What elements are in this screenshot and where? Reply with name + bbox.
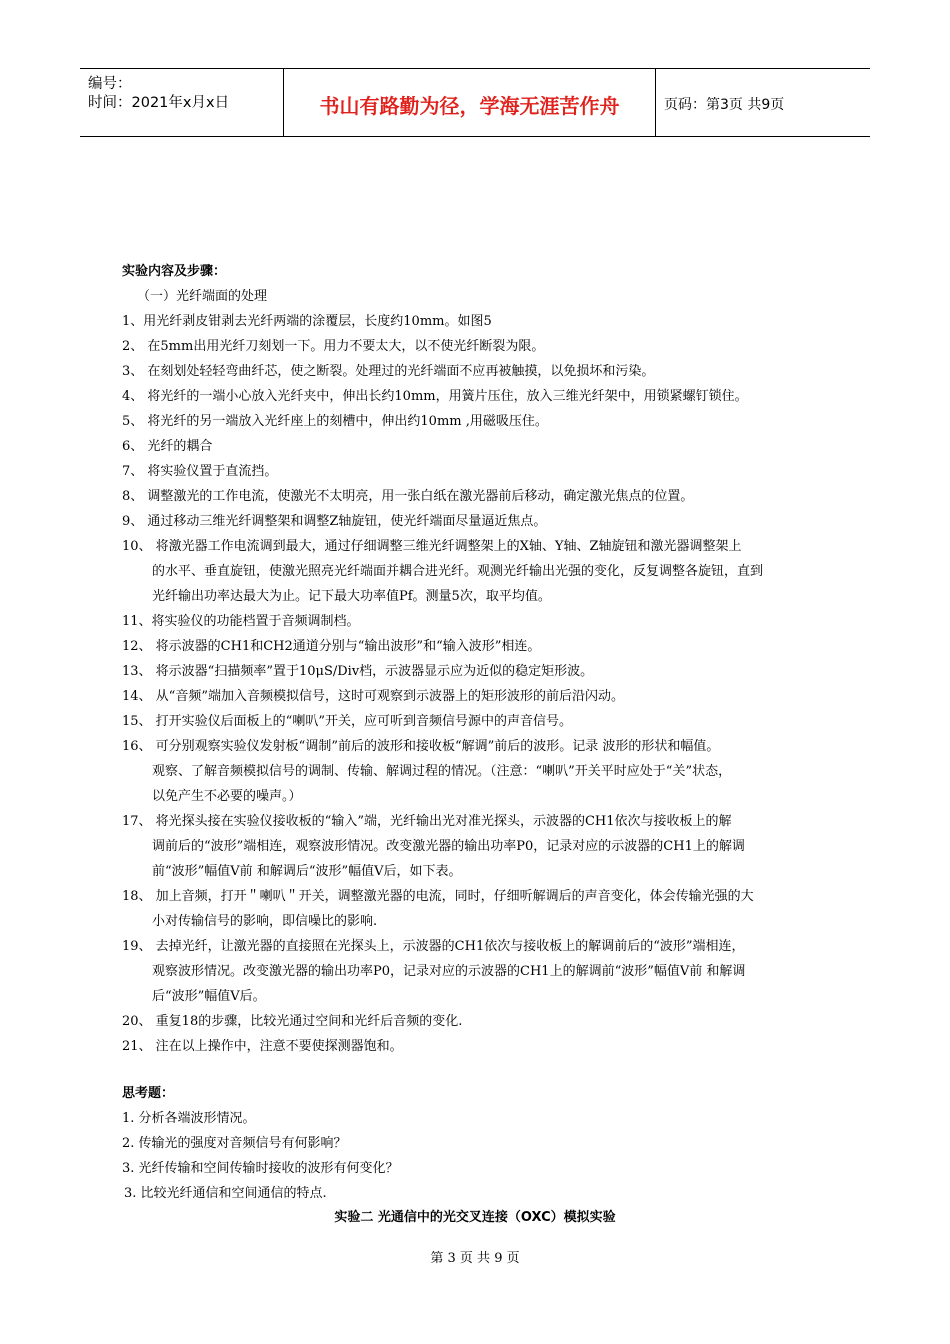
step-line: 10、 将激光器工作电流调到最大，通过仔细调整三维光纤调整架上的X轴、Y轴、Z轴旋钮和激光器调整架上 (122, 539, 742, 554)
step-line: 15、 打开实验仪后面板上的“喇叭”开关，应可听到音频信号源中的声音信号。 (122, 714, 572, 729)
step-line: 16、 可分别观察实验仪发射板“调制”前后的波形和接收板“解调”前后的波形。记录 波形的形状和幅值。 (122, 739, 720, 754)
step-line: 4、 将光纤的一端小心放入光纤夹中，伸出长约10mm，用簧片压住，放入三维光纤架中，用锁紧螺钉锁住。 (122, 389, 748, 404)
question-item: 1. 分析各端波形情况。 (122, 1111, 256, 1126)
header-left-cell (80, 69, 284, 136)
step-line: 19、 去掉光纤，让激光器的直接照在光探头上，示波器的CH1依次与接收板上的解调前后的“波形”端相连， (122, 939, 745, 954)
motto: 书山有路勤为径，学海无涯苦作舟 (319, 94, 620, 118)
step-line: 18、 加上音频，打开＂喇叭＂开关，调整激光器的电流，同时，仔细听解调后的声音变化，体会传输光强的大 (122, 889, 754, 904)
step-line: 11、将实验仪的功能档置于音频调制档。 (122, 614, 360, 629)
step-line: 17、 将光探头接在实验仪接收板的“输入”端，光纤输出光对准光探头，示波器的CH1依次与接收板上的解 (122, 814, 732, 829)
step-line: 13、 将示波器“扫描频率”置于10μS/Div档，示波器显示应为近似的稳定矩形波。 (122, 664, 594, 679)
header-motto-cell (284, 69, 656, 136)
step-line: 8、 调整激光的工作电流，使激光不太明亮，用一张白纸在激光器前后移动，确定激光焦点的位置。 (122, 489, 694, 504)
questions-title: 思考题： (122, 1086, 175, 1101)
question-item: 3. 比较光纤通信和空间通信的特点. (124, 1186, 327, 1201)
question-item: 3. 光纤传输和空间传输时接收的波形有何变化？ (122, 1161, 399, 1176)
page-info: 页码：第3页 共9页 (664, 97, 785, 113)
subsection-title: （一）光纤端面的处理 (137, 289, 268, 304)
step-line: 21、 注在以上操作中，注意不要使探测器饱和。 (122, 1039, 403, 1054)
step-line: 观察、了解音频模拟信号的调制、传输、解调过程的情况。（注意：“喇叭”开关平时应处于“关”状态， (152, 764, 732, 779)
question-item: 2. 传输光的强度对音频信号有何影响？ (122, 1136, 347, 1151)
date-line: 时间：2021年x月x日 (88, 95, 230, 111)
step-line: 1、用光纤剥皮钳剥去光纤两端的涂覆层，长度约10mm。如图5 (122, 314, 492, 329)
step-line: 前“波形”幅值V前 和解调后“波形”幅值V后，如下表。 (152, 864, 462, 879)
page-footer: 第 3 页 共 9 页 (430, 1251, 520, 1266)
step-line: 观察波形情况。改变激光器的输出功率P0，记录对应的示波器的CH1上的解调前“波形”幅值V前 和解调 (152, 964, 746, 979)
step-line: 的水平、垂直旋钮，使激光照亮光纤端面并耦合进光纤。观测光纤输出光强的变化，反复调整各旋钮，直到 (152, 564, 764, 579)
step-line: 6、 光纤的耦合 (122, 439, 213, 454)
step-line: 光纤输出功率达最大为止。记下最大功率值Pf。测量5次，取平均值。 (152, 589, 551, 604)
step-line: 5、 将光纤的另一端放入光纤座上的刻槽中，伸出约10mm ,用磁吸压住。 (122, 414, 548, 429)
step-line: 7、 将实验仪置于直流挡。 (122, 464, 278, 479)
page-header (80, 68, 870, 137)
step-line: 调前后的“波形”端相连，观察波形情况。改变激光器的输出功率P0，记录对应的示波器的CH1上的解调 (152, 839, 745, 854)
next-experiment-title: 实验二 光通信中的光交叉连接（OXC）模拟实验 (334, 1210, 616, 1225)
step-line: 后“波形”幅值V后。 (152, 989, 266, 1004)
step-line: 以免产生不必要的噪声。） (152, 789, 302, 804)
step-line: 12、 将示波器的CH1和CH2通道分别与“输出波形”和“输入波形”相连。 (122, 639, 541, 654)
step-line: 20、 重复18的步骤，比较光通过空间和光纤后音频的变化. (122, 1014, 463, 1029)
step-line: 小对传输信号的影响，即信噪比的影响. (152, 914, 378, 929)
step-line: 2、 在5mm出用光纤刀刻划一下。用力不要太大，以不使光纤断裂为限。 (122, 339, 545, 354)
step-line: 14、 从“音频”端加入音频模拟信号，这时可观察到示波器上的矩形波形的前后沿闪动。 (122, 689, 624, 704)
number-label: 编号： (88, 76, 132, 92)
step-line: 9、 通过移动三维光纤调整架和调整Z轴旋钮，使光纤端面尽量逼近焦点。 (122, 514, 547, 529)
section-title: 实验内容及步骤： (122, 264, 227, 279)
step-line: 3、 在刻划处轻轻弯曲纤芯，使之断裂。处理过的光纤端面不应再被触摸，以免损坏和污染。 (122, 364, 655, 379)
header-page-cell (656, 69, 870, 136)
